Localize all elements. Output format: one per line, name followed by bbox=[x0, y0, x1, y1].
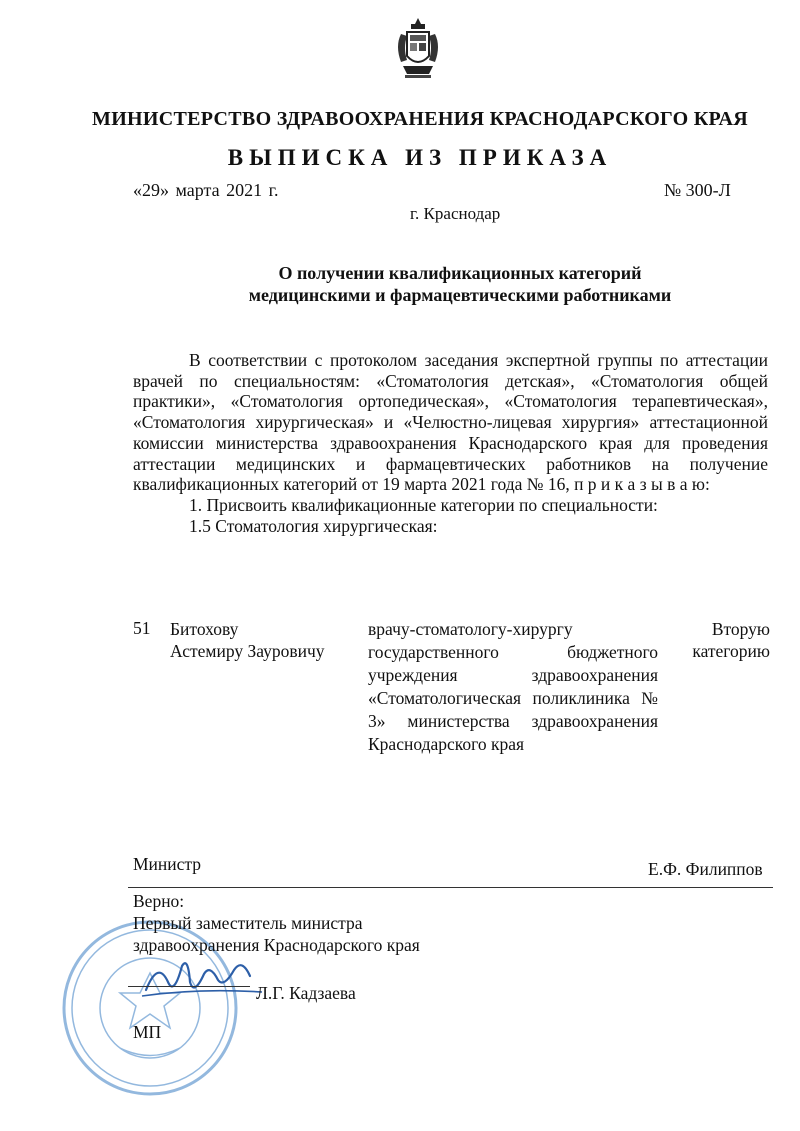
order-subject bbox=[170, 262, 750, 306]
deputy-title-line-1: Первый заместитель министра bbox=[133, 913, 363, 933]
subject-line-1: О получении квалификационных категорий bbox=[278, 263, 642, 283]
entry-given-name: Астемиру Зауровичу bbox=[170, 641, 325, 661]
entry-number: 51 bbox=[133, 618, 151, 638]
handwritten-signature bbox=[138, 952, 268, 1002]
deputy-title-line-2: здравоохранения Краснодарского края bbox=[133, 935, 420, 955]
signature-line bbox=[128, 986, 250, 987]
separator-line bbox=[128, 887, 773, 888]
entry-category-line-2: категорию bbox=[692, 641, 770, 661]
document-type: ВЫПИСКА ИЗ ПРИКАЗА bbox=[227, 145, 613, 170]
order-item-1: 1. Присвоить квалификационные категории по специальности: bbox=[189, 494, 658, 515]
stamp-place-label: МП bbox=[133, 1022, 162, 1042]
entry-person bbox=[170, 618, 325, 662]
order-city: г. Краснодар bbox=[410, 204, 501, 223]
entry-category bbox=[678, 618, 770, 662]
entry-category-line-1: Вторую bbox=[711, 619, 770, 639]
minister-name: Е.Ф. Филиппов bbox=[648, 859, 763, 879]
entry-surname: Битохову bbox=[170, 619, 239, 639]
order-number: № 300-Л bbox=[664, 180, 731, 200]
deputy-name: Л.Г. Кадзаева bbox=[256, 983, 356, 1003]
preamble-text: В соответствии с протоколом заседания экспертной группы по аттестации врачей по специальностям: «Стоматология детская», «Стоматология общей практики», «Стоматология ортопедическая», «Стоматология терапевтическая», «Стоматология хирургическая» и «Челюстно-лицевая хирургия» аттестационной комиссии министерства здравоохранения Краснодарского края для проведения аттестации медицинских и фармацевтических работников на получение квалификационных категорий от 19 марта 2021 года № 16, п р и к а з ы в а ю: bbox=[133, 350, 768, 495]
ministry-name: МИНИСТЕРСТВО ЗДРАВООХРАНЕНИЯ КРАСНОДАРСКОГО КРАЯ bbox=[92, 108, 748, 130]
certification-block bbox=[133, 890, 420, 956]
coat-of-arms-icon bbox=[393, 16, 443, 80]
order-item-1-5: 1.5 Стоматология хирургическая: bbox=[189, 515, 438, 536]
order-preamble bbox=[133, 350, 768, 536]
order-date: «29» марта 2021 г. bbox=[133, 180, 279, 200]
entry-position: врачу-стоматологу-хирургу государственного бюджетного учреждения здравоохранения «Стоматологическая поликлиника № 3» министерства здравоохранения Краснодарского края bbox=[368, 619, 658, 754]
verno-label: Верно: bbox=[133, 891, 185, 911]
minister-title: Министр bbox=[133, 854, 202, 874]
subject-line-2: медицинскими и фармацевтическими работниками bbox=[248, 285, 672, 305]
